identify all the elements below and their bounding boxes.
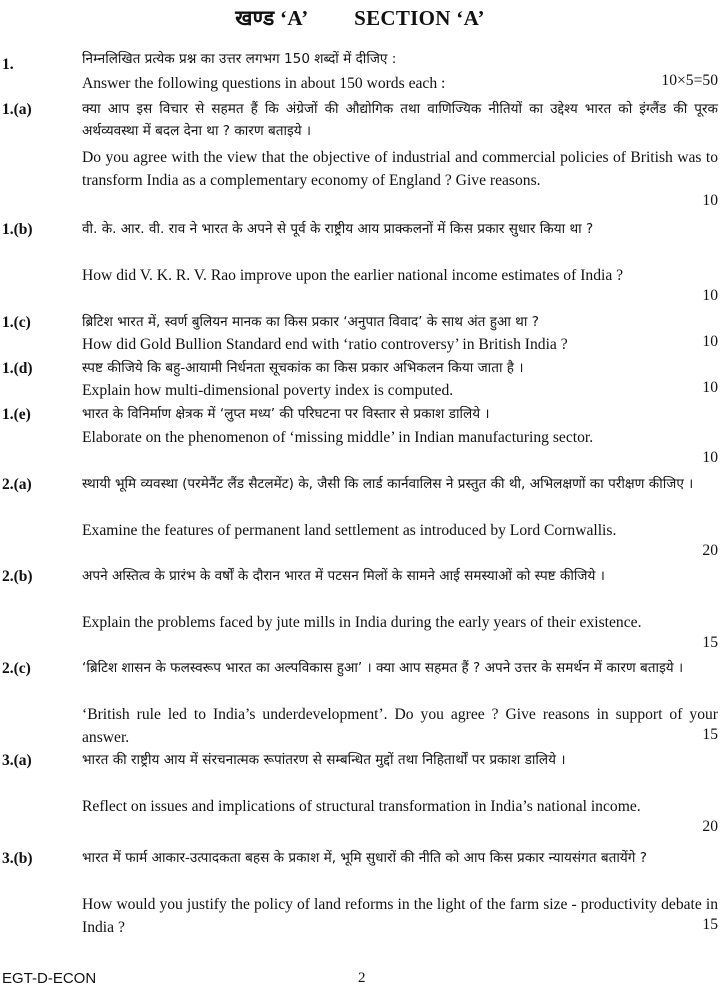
question-marks: 10 [702, 192, 718, 209]
section-heading-hindi: खण्ड ‘A’ [235, 6, 309, 30]
question-text-english: How did Gold Bullion Standard end with ‘ratio controversy’ in British India ? [82, 336, 568, 353]
section-heading-english: SECTION ‘A’ [354, 6, 485, 30]
question-marks: 10 [702, 333, 718, 350]
question-marks: 10 [702, 449, 718, 466]
question-number: 3.(a) [2, 752, 32, 769]
question-text-english: Answer the following questions in about 150 words each : [82, 75, 446, 92]
question-marks: 15 [702, 726, 718, 743]
question-number: 1.(e) [2, 406, 31, 423]
section-heading [0, 4, 720, 32]
question-marks: 15 [702, 634, 718, 651]
question-number: 3.(b) [2, 850, 33, 867]
question-text-english: How did V. K. R. V. Rao improve upon the earlier national income estimates of India ? [82, 267, 624, 284]
question-text-hindi: भारत के विनिर्माण क्षेत्रक में ‘लुप्त मध्य’ की परिघटना पर विस्तार से प्रकाश डालिये । [82, 406, 490, 422]
question-text-hindi: निम्नलिखित प्रत्येक प्रश्न का उत्तर लगभग 150 शब्दों में दीजिए : [82, 51, 397, 67]
question-number: 2.(a) [2, 476, 32, 493]
question-text-hindi: ‘ब्रिटिश शासन के फलस्वरूप भारत का अल्पविकास हुआ’ । क्या आप सहमत हैं ? अपने उत्तर के समर्थन में कारण बताइये । [82, 660, 684, 676]
question-marks: 10 [702, 287, 718, 304]
question-text-hindi: वी. के. आर. वी. राव ने भारत के अपने से पूर्व के राष्ट्रीय आय प्राक्कलनों में किस प्रकार सुधार किया था ? [82, 221, 594, 237]
page-number: 2 [358, 970, 366, 986]
question-number: 1. [2, 56, 14, 73]
question-number: 1.(d) [2, 360, 33, 377]
question-text-hindi: अपने अस्तित्व के प्रारंभ के वर्षों के दौरान भारत में पटसन मिलों के सामने आई समस्याओं को स्पष्ट कीजिये । [82, 568, 605, 584]
question-number: 2.(b) [2, 568, 33, 585]
question-number: 1.(a) [2, 101, 32, 118]
question-text-english: Reflect on issues and implications of structural transformation in India’s national income. [82, 798, 641, 815]
question-text-hindi: स्थायी भूमि व्यवस्था (परमेनैंट लैंड सैटलमेंट) के, जैसी कि लार्ड कार्नवालिस ने प्रस्तुत की थी, अभिलक्षणों का परीक्षण कीजिए । [82, 476, 694, 492]
question-number: 1.(b) [2, 221, 33, 238]
question-marks: 10×5=50 [661, 72, 718, 89]
question-marks: 20 [702, 818, 718, 835]
question-number: 1.(c) [2, 314, 31, 331]
question-number: 2.(c) [2, 660, 31, 677]
question-text-english: How would you justify the policy of land reforms in the light of the farm size - productivity debate in India ? [82, 896, 718, 936]
question-text-hindi: ब्रिटिश भारत में, स्वर्ण बुलियन मानक का किस प्रकार ‘अनुपात विवाद’ के साथ अंत हुआ था ? [82, 314, 539, 330]
question-marks: 10 [702, 379, 718, 396]
question-text-english: ‘British rule led to India’s underdevelopment’. Do you agree ? Give reasons in support of your answer. [82, 706, 718, 746]
question-text-english: Elaborate on the phenomenon of ‘missing middle’ in Indian manufacturing sector. [82, 429, 594, 446]
question-text-english: Do you agree with the view that the objective of industrial and commercial policies of British was to transform India as a complementary economy of England ? Give reasons. [82, 149, 718, 189]
paper-code: EGT-D-ECON [2, 970, 97, 987]
question-text-english: Explain the problems faced by jute mills in India during the early years of their existence. [82, 614, 642, 631]
question-text-hindi: भारत की राष्ट्रीय आय में संरचनात्मक रूपांतरण से सम्बन्धित मुद्दों तथा निहितार्थों पर प्रकाश डालिये । [82, 752, 566, 768]
question-text-hindi: भारत में फार्म आकार-उत्पादकता बहस के प्रकाश में, भूमि सुधारों की नीति को आप किस प्रकार न्यायसंगत बतायेंगे ? [82, 850, 647, 866]
question-text-hindi: क्या आप इस विचार से सहमत हैं कि अंग्रेजों की औद्योगिक तथा वाणिज्यिक नीतियों का उद्देश्य भारत को इंग्लैंड की पूरक अर्थव्यवस्था में बदल देना था ? कारण बताइये । [82, 101, 718, 139]
question-marks: 20 [702, 542, 718, 559]
question-text-english: Examine the features of permanent land settlement as introduced by Lord Cornwallis. [82, 522, 617, 539]
question-text-english: Explain how multi-dimensional poverty index is computed. [82, 382, 454, 399]
question-marks: 15 [702, 916, 718, 933]
question-text-hindi: स्पष्ट कीजिये कि बहु-आयामी निर्धनता सूचकांक का किस प्रकार अभिकलन किया जाता है । [82, 360, 524, 376]
